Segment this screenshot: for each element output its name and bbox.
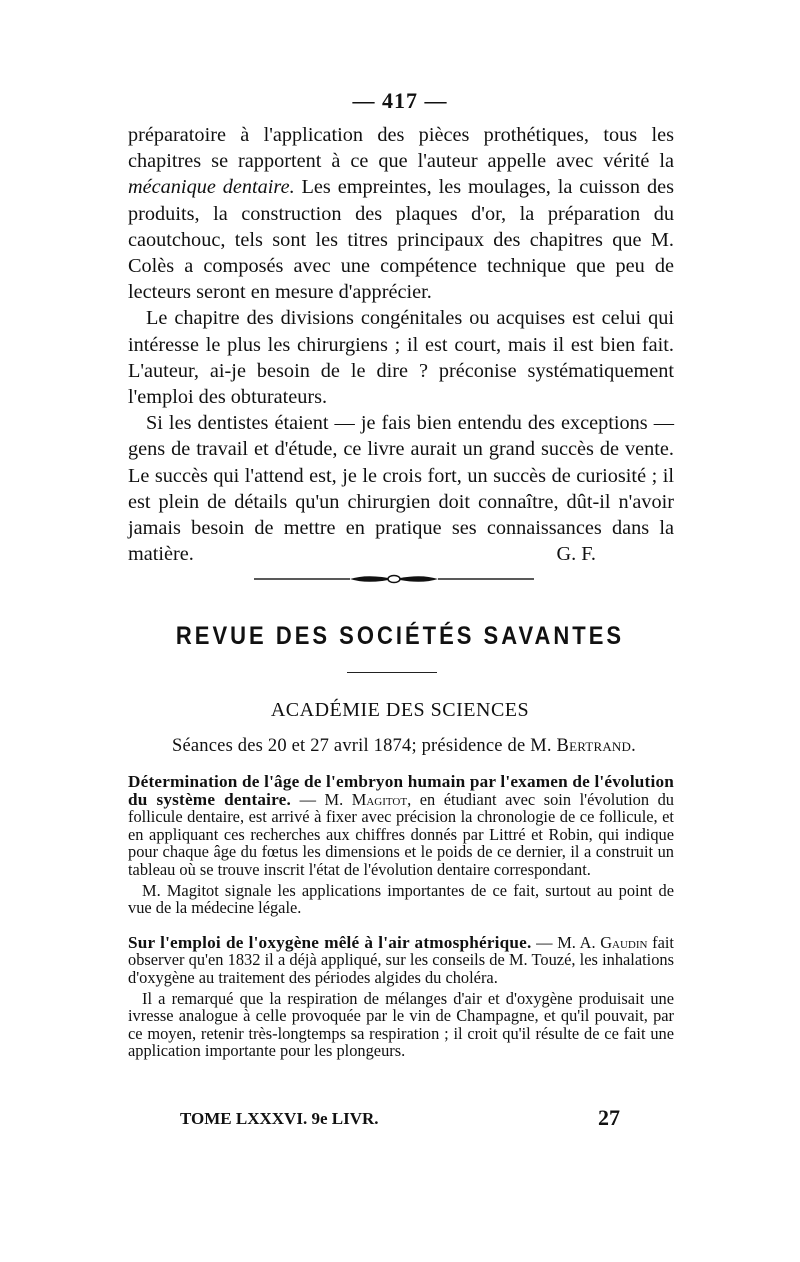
article-1-text: , en étudiant avec soin l'évolution du follicule dentaire, est arrivé à fixer avec précision la chronologie de ce follicule, et en appliquant ces recherches aux chiffres donnés par Littré et Robin, qui indique pour chaque âge du fœtus les dimensions et le poids de ce dernier, il a construit un tableau où se trouve inscrit l'état de l'évolution dentaire correspondant.: [128, 789, 674, 879]
section-rule: [347, 672, 437, 673]
seances-line: [172, 736, 692, 757]
page-footer: [180, 1105, 620, 1130]
paragraph-3-text: Si les dentistes étaient — je fais bien entendu des exceptions — gens de travail et d'étude, ce livre aurait un grand succès de vente. Le succès qui l'attend est, je le crois fort, un succès de curiosité ; il est plein de détails qu'un chirurgien doit connaître, dût-il n'avoir jamais besoin de mettre en pratique ses connaissances dans la matière.: [128, 412, 674, 566]
paragraph-2: Le chapitre des divisions congénitales ou acquises est celui qui intéresse le plus les chirurgiens ; il est court, mais il est bien fait. L'auteur, ai-je besoin de le dire ? préconise systématiquement l'emploi des obturateurs.: [128, 307, 674, 409]
article-1-author: M. Magitot: [324, 789, 408, 809]
article-2: [128, 934, 674, 987]
academie-heading: ACADÉMIE DES SCIENCES: [270, 699, 530, 721]
footer-signature-number: 27: [598, 1105, 620, 1130]
paragraph-1-rest: Les empreintes, les moulages, la cuisson des produits, la construction des plaques d'or, la préparation du caoutchouc, tels sont les titres principaux des chapitres que M. Colès a composés avec une compétence technique que peu de lecteurs seront en mesure d'apprécier.: [128, 176, 674, 304]
academy-reports: [128, 773, 674, 1063]
paragraph-1: [128, 122, 674, 305]
article-2-text: fait observer qu'en 1832 il a déjà appliqué, sur les conseils de M. Touzé, les inhalations d'oxygène au traitement des périodes algides du choléra.: [128, 932, 674, 987]
footer-volume: TOME LXXXVI. 9e LIVR.: [180, 1109, 379, 1128]
article-1-dash: —: [291, 789, 325, 809]
article-2-author: M. A. Gaudin: [557, 932, 648, 952]
paragraph-1-text: préparatoire à l'application des pièces prothétiques, tous les chapitres se rapportent à ce que l'auteur appelle avec vérité la: [128, 124, 674, 173]
section-title: REVUE DES SOCIÉTÉS SAVANTES: [175, 621, 625, 650]
article-2-dash: —: [531, 932, 558, 952]
president-name: Bertrand.: [556, 736, 636, 756]
page-number: — 417 —: [352, 88, 448, 113]
ornament-divider: [254, 571, 534, 587]
article-1-heading: Détermination de l'âge de l'embryon humain par l'examen de l'évolution du système dentaire.: [128, 772, 675, 809]
signature: G. F.: [556, 543, 596, 566]
paragraph-1-italic: mécanique dentaire.: [128, 176, 295, 199]
article-2-heading: Sur l'emploi de l'oxygène mêlé à l'air atmosphérique.: [128, 932, 532, 952]
article-1-paragraph-2: M. Magitot signale les applications importantes de ce fait, surtout au point de vue de la médecine légale.: [128, 880, 674, 918]
paragraph-3: [128, 410, 674, 567]
article-1: [128, 773, 674, 879]
seances-text: Séances des 20 et 27 avril 1874; présidence de M.: [172, 736, 552, 756]
article-2-paragraph-2: Il a remarqué que la respiration de mélanges d'air et d'oxygène produisait une ivresse analogue à celle provoquée par le vin de Champagne, et qu'il pouvait, par ce moyen, retenir très-longtemps sa respiration ; il croit qu'il résulte de ce fait une application importante pour les plongeurs.: [128, 988, 674, 1061]
review-body: [128, 122, 674, 567]
